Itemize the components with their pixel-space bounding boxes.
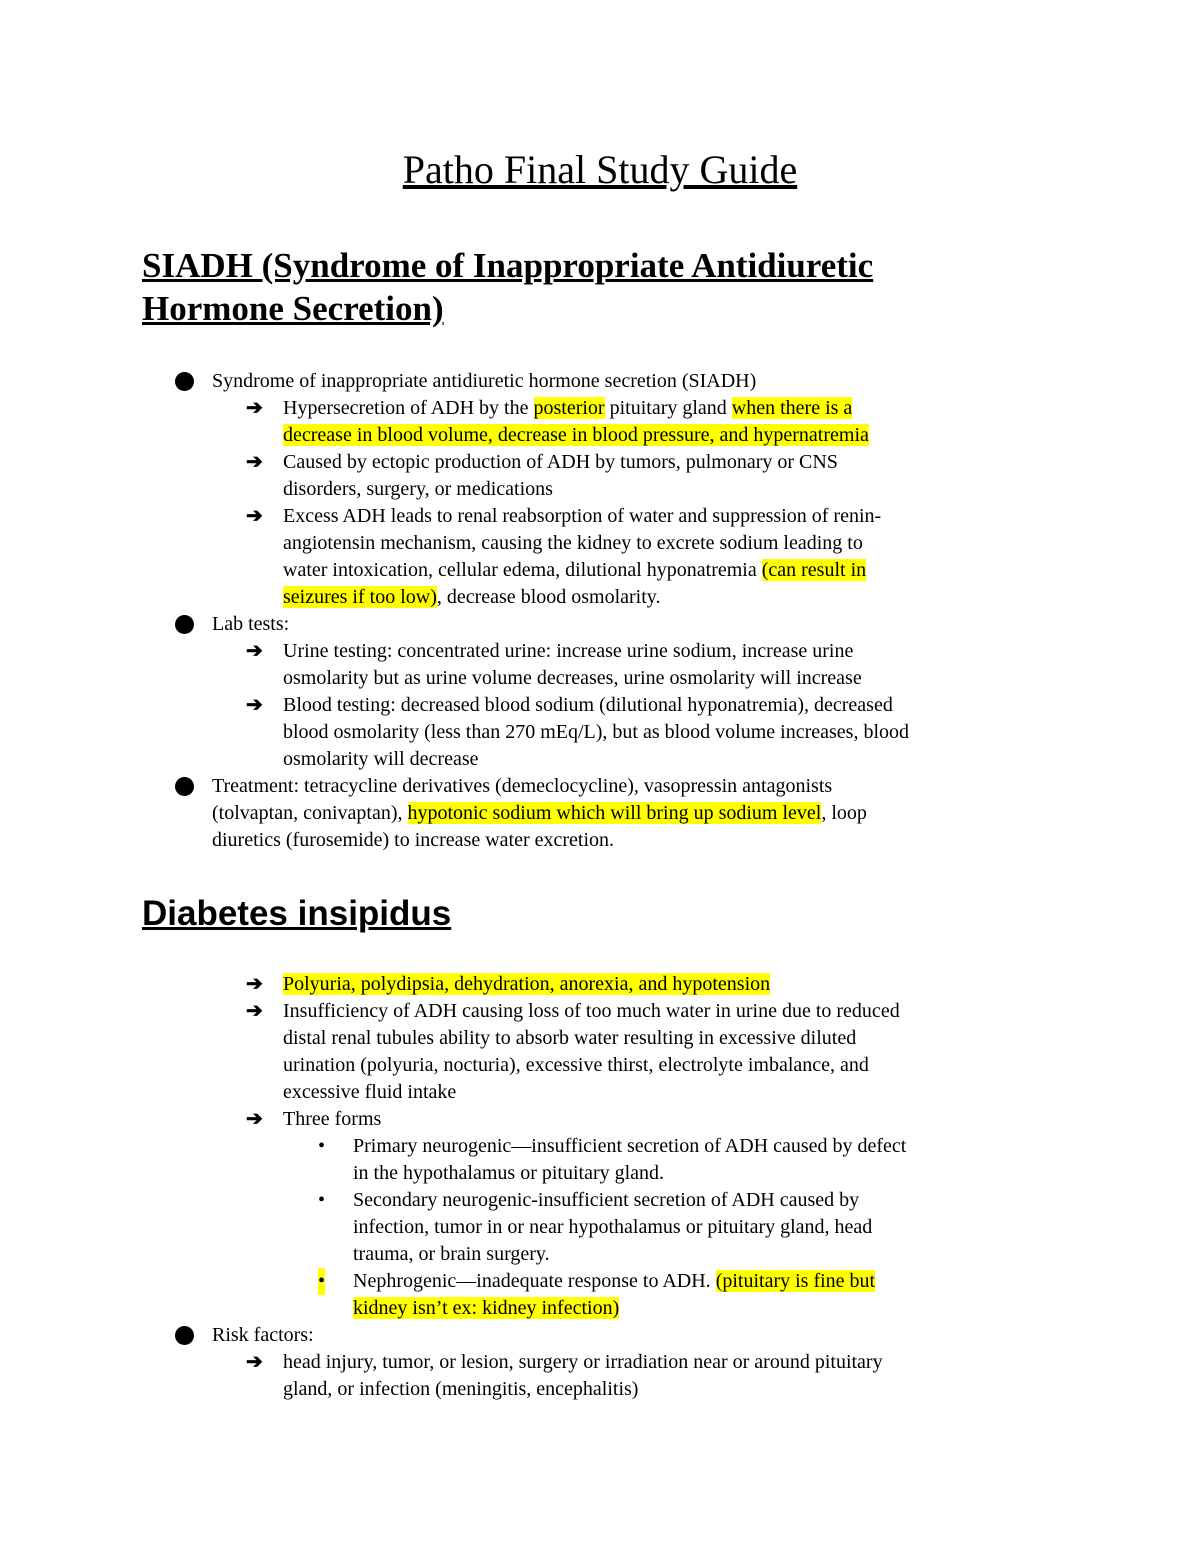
highlight-run: (pituitary is fine but	[715, 1270, 876, 1292]
highlight-run: decrease in blood volume, decrease in blood pressure, and hypernatremia	[283, 424, 869, 446]
arrow-bullet-icon: ➔	[246, 694, 263, 716]
siadh-treatment-line2	[212, 800, 867, 827]
siadh-caused-line1: Caused by ectopic production of ADH by tumors, pulmonary or CNS	[283, 451, 838, 473]
arrow-bullet-icon: ➔	[246, 973, 263, 995]
highlight-run: (can result in	[761, 559, 867, 581]
arrow-bullet-icon: ➔	[246, 1108, 263, 1130]
siadh-excess-line1: Excess ADH leads to renal reabsorption of water and suppression of renin-	[283, 505, 882, 527]
arrow-bullet-icon: ➔	[246, 640, 263, 662]
di-forms-heading: Three forms	[283, 1108, 382, 1130]
siadh-excess-line3	[283, 557, 866, 584]
di-secondary-line2: infection, tumor in or near hypothalamus or pituitary gland, head	[353, 1216, 873, 1238]
arrow-bullet-icon: ➔	[246, 1351, 263, 1373]
siadh-heading-line1: SIADH (Syndrome of Inappropriate Antidiuretic	[142, 246, 874, 285]
highlight-run: when there is a	[731, 397, 853, 419]
di-risk-heading: Risk factors:	[212, 1324, 314, 1346]
siadh-treatment-line3: diuretics (furosemide) to increase water excretion.	[212, 829, 615, 851]
siadh-caused-line2: disorders, surgery, or medications	[283, 478, 553, 500]
text-run: Nephrogenic—inadequate response to ADH.	[353, 1270, 716, 1292]
di-insuff-line3: urination (polyuria, nocturia), excessive thirst, electrolyte imbalance, and	[283, 1054, 869, 1076]
siadh-urine-line1: Urine testing: concentrated urine: increase urine sodium, increase urine	[283, 640, 854, 662]
siadh-hyper-line2	[283, 422, 869, 449]
highlight-run: posterior	[533, 397, 605, 419]
di-risk-line2: gland, or infection (meningitis, encephalitis)	[283, 1378, 639, 1400]
di-symptoms	[283, 971, 770, 998]
arrow-bullet-icon: ➔	[246, 451, 263, 473]
siadh-heading	[142, 244, 1022, 330]
text-run: , decrease blood osmolarity.	[436, 586, 661, 608]
text-run: Hypersecretion of ADH by the	[283, 397, 534, 419]
siadh-urine-line2: osmolarity but as urine volume decreases, urine osmolarity will increase	[283, 667, 862, 689]
bullet-dot-icon	[175, 372, 194, 391]
dot-bullet-icon: •	[318, 1268, 325, 1295]
di-primary-line2: in the hypothalamus or pituitary gland.	[353, 1162, 665, 1184]
bullet-dot-icon	[175, 1326, 194, 1345]
siadh-treatment-line1: Treatment: tetracycline derivatives (demeclocycline), vasopressin antagonists	[212, 775, 833, 797]
di-primary-line1: Primary neurogenic—insufficient secretion of ADH caused by defect	[353, 1135, 907, 1157]
siadh-heading-line2: Hormone Secretion)	[142, 289, 444, 328]
siadh-blood-line1: Blood testing: decreased blood sodium (dilutional hyponatremia), decreased	[283, 694, 893, 716]
siadh-lab-heading: Lab tests:	[212, 613, 290, 635]
siadh-blood-line3: osmolarity will decrease	[283, 748, 479, 770]
di-secondary-line1: Secondary neurogenic-insufficient secretion of ADH caused by	[353, 1189, 860, 1211]
arrow-bullet-icon: ➔	[246, 1000, 263, 1022]
dot-bullet-icon: •	[318, 1135, 326, 1157]
page-title: Patho Final Study Guide	[402, 147, 798, 192]
arrow-bullet-icon: ➔	[246, 505, 263, 527]
siadh-hyper-line1	[283, 395, 852, 422]
highlight-run: hypotonic sodium which will bring up sodium level	[407, 802, 822, 824]
highlight-run: kidney isn’t ex: kidney infection)	[353, 1297, 620, 1319]
di-nephro-line1	[353, 1268, 875, 1295]
text-run: water intoxication, cellular edema, dilutional hyponatremia	[283, 559, 762, 581]
siadh-blood-line2: blood osmolarity (less than 270 mEq/L), but as blood volume increases, blood	[283, 721, 910, 743]
di-insuff-line4: excessive fluid intake	[283, 1081, 457, 1103]
di-insuff-line1: Insufficiency of ADH causing loss of too much water in urine due to reduced	[283, 1000, 900, 1022]
siadh-definition: Syndrome of inappropriate antidiuretic hormone secretion (SIADH)	[212, 370, 757, 392]
di-nephro-line2	[353, 1295, 619, 1322]
dot-bullet-icon: •	[318, 1189, 326, 1211]
siadh-excess-line2: angiotensin mechanism, causing the kidney to excrete sodium leading to	[283, 532, 863, 554]
highlight-run: Polyuria, polydipsia, dehydration, anorexia, and hypotension	[283, 973, 771, 995]
di-insuff-line2: distal renal tubules ability to absorb water resulting in excessive diluted	[283, 1027, 857, 1049]
di-secondary-line3: trauma, or brain surgery.	[353, 1243, 550, 1265]
siadh-excess-line4	[283, 584, 661, 611]
text-run: (tolvaptan, conivaptan),	[212, 802, 408, 824]
text-run: , loop	[821, 802, 867, 824]
bullet-dot-icon	[175, 615, 194, 634]
highlight-run: seizures if too low)	[283, 586, 437, 608]
di-risk-line1: head injury, tumor, or lesion, surgery or irradiation near or around pituitary	[283, 1351, 883, 1373]
di-heading: Diabetes insipidus	[142, 894, 452, 933]
bullet-dot-icon	[175, 777, 194, 796]
text-run: pituitary gland	[604, 397, 732, 419]
arrow-bullet-icon: ➔	[246, 397, 263, 419]
